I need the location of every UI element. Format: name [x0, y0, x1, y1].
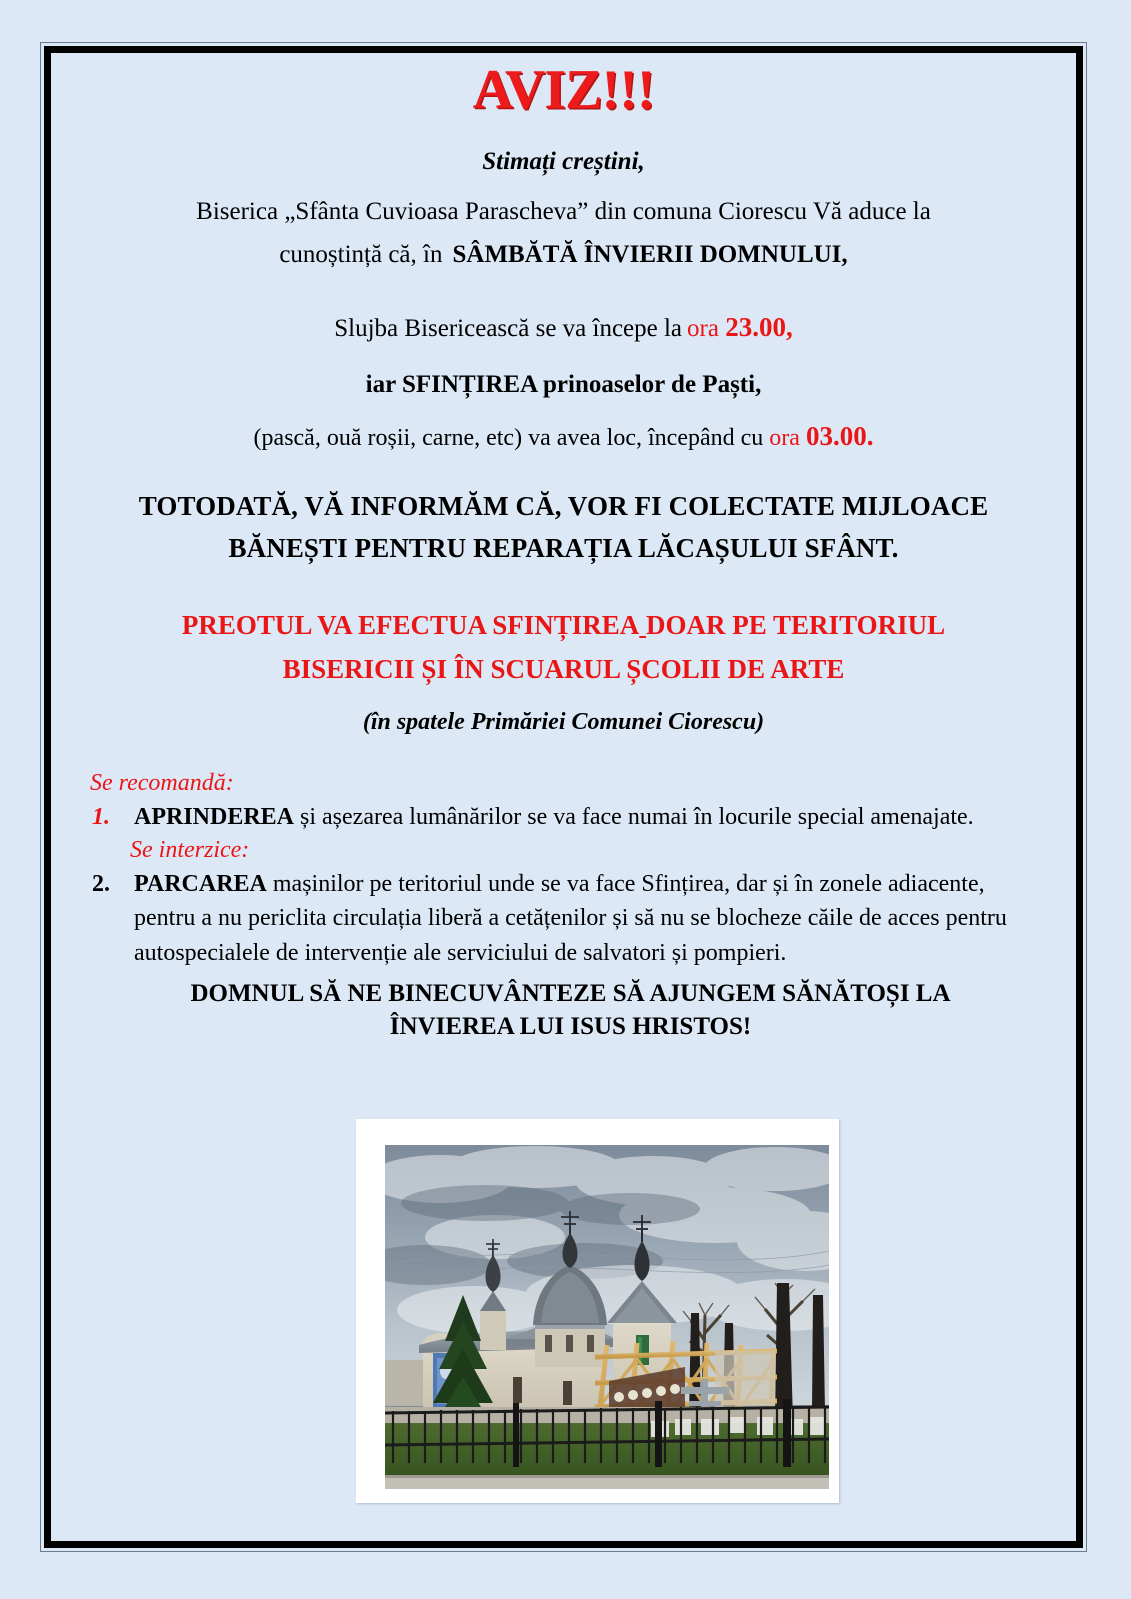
blessing-text [90, 977, 1051, 1045]
intro-line-2-strong: SÂMBĂTĂ ÎNVIERII DOMNULUI, [452, 241, 848, 268]
service-time-line [76, 306, 1051, 349]
service-line1-red-label: ora [687, 315, 719, 342]
offerings-line [76, 421, 1051, 452]
location-subnote: (în spatele Primăriei Comunei Ciorescu) [362, 709, 765, 736]
collection-line-2: BĂNEȘTI PENTRU REPARAȚIA LĂCAȘULUI SFÂNT. [228, 533, 899, 564]
location-line-1a: PREOTUL VA EFECTUA SFINȚIREA [181, 609, 640, 640]
page-title: AVIZ!!! [472, 59, 655, 121]
list-item [90, 867, 1051, 971]
collection-notice [76, 486, 1051, 570]
offerings-red-label: ora [769, 425, 800, 452]
intro-line-2-prefix: cunoștință că, în [279, 241, 443, 268]
blessing-line-1: DOMNUL SĂ NE BINECUVÂNTEZE SĂ AJUNGEM SĂNĂTOȘI LA [190, 979, 951, 1007]
offerings-prefix: (pască, ouă roșii, carne, etc) va avea loc, începând cu [253, 425, 764, 452]
list-item-lead: APRINDEREA [134, 804, 295, 831]
blessing-line-2: ÎNVIEREA LUI ISUS HRISTOS! [389, 1013, 752, 1041]
list-item-text: mașinilor pe teritoriul unde se va face Sfințirea, dar și în zonele adiacente, pentru a nu periclita circulația liberă a cetățenilor și să nu se blocheze căile de acces pentru autospecialele de intervenție ale serviciului de salvatori și pompieri. [134, 870, 1007, 966]
intro-paragraph [76, 190, 1051, 276]
location-line-1b: DOAR PE TERITORIUL [646, 609, 946, 640]
recommendations-section [76, 768, 1051, 1044]
heading-forbid: Se interzice: [130, 836, 250, 863]
list-item-number: 1. [92, 804, 110, 831]
photo-frame [356, 1119, 839, 1503]
collection-line-1: TOTODATĂ, VĂ INFORMĂM CĂ, VOR FI COLECTATE MIJLOACE [138, 491, 989, 522]
service-line1-red-time: 23.00, [725, 312, 793, 342]
poster-content [56, 52, 1071, 1044]
service-line1-prefix: Slujba Bisericească se va începe la [334, 315, 683, 342]
list-item [90, 800, 1051, 835]
list-item-lead: PARCAREA [134, 870, 267, 897]
location-notice [76, 604, 1051, 691]
church-photo-illustration [385, 1145, 829, 1489]
list-item-number: 2. [92, 870, 110, 897]
heading-recommend: Se recomandă: [90, 770, 234, 797]
list-item-text: și așezarea lumânărilor se va face numai în locurile special amenajate. [294, 804, 974, 831]
location-line-2: BISERICII ȘI ÎN SCUARUL ȘCOLII DE ARTE [282, 653, 845, 684]
sanctification-line: iar SFINȚIREA prinoaselor de Paști, [365, 371, 762, 399]
church-photo [385, 1145, 829, 1489]
intro-line-1: Biserica „Sfânta Cuvioasa Parascheva” din comuna Ciorescu Vă aduce la [196, 198, 931, 225]
offerings-red-time: 03.00. [805, 421, 874, 452]
greeting-line: Stimați creștini, [482, 148, 645, 175]
